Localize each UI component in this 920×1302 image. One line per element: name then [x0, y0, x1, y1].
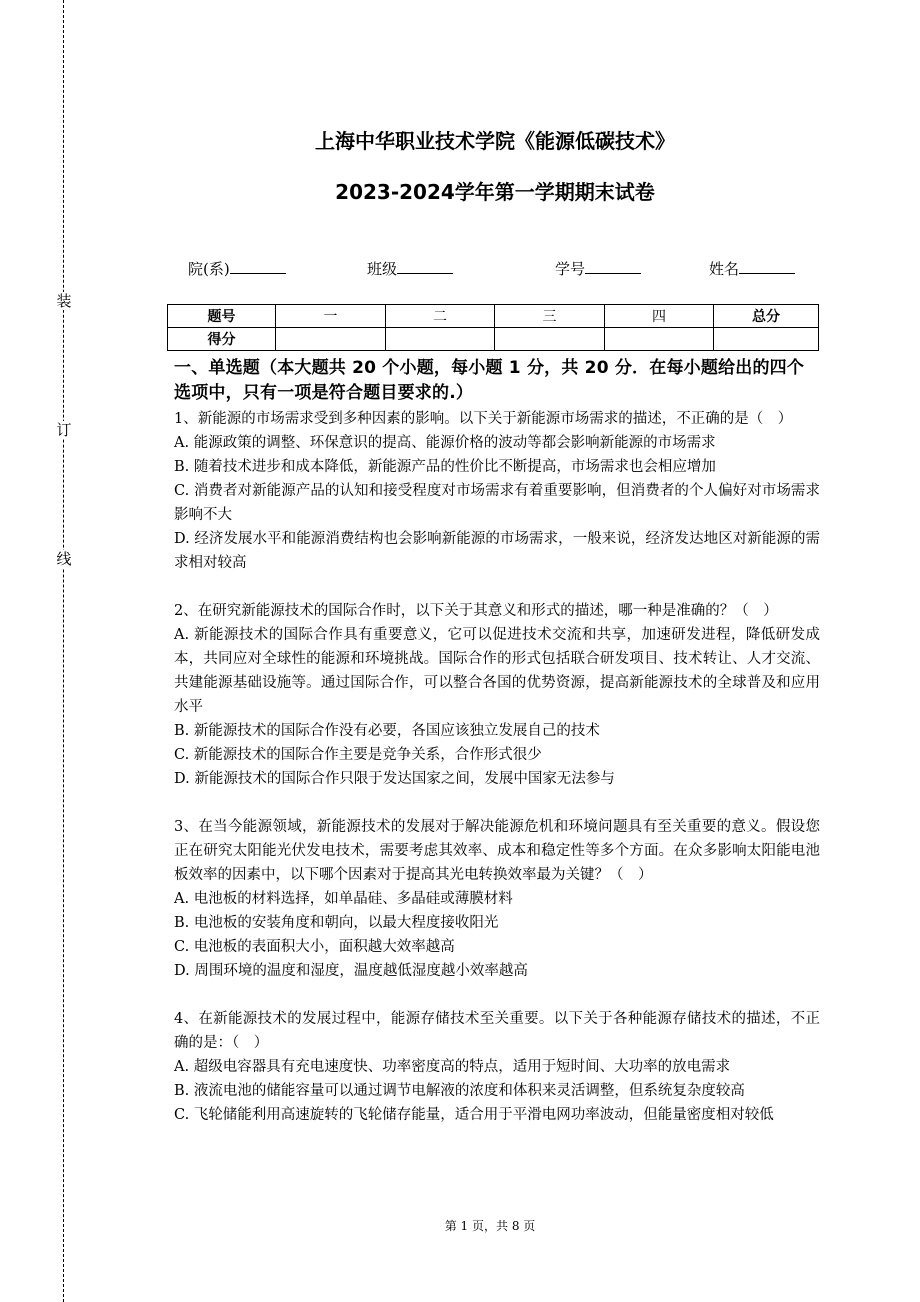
option-d: D. 新能源技术的国际合作只限于发达国家之间，发展中国家无法参与 — [174, 771, 615, 787]
question-2 — [174, 599, 820, 791]
exam-title-line1: 上海中华职业技术学院《能源低碳技术》 — [315, 129, 675, 153]
section-title: 一、单选题（本大题共 20 个小题，每小题 1 分，共 20 分．在每小题给出的四个选项中，只有一项是符合题目要求的.） — [174, 358, 805, 403]
score-cell[interactable] — [386, 328, 495, 351]
page-number: 第 1 页，共 8 页 — [444, 1219, 536, 1233]
option-a: A. 超级电容器具有充电速度快、功率密度高的特点，适用于短时间、大功率的放电需求 — [174, 1059, 731, 1075]
score-cell[interactable] — [276, 328, 386, 351]
binding-dashed-line — [63, 0, 64, 1302]
score-header-cell: 三 — [495, 305, 605, 328]
option-d: D. 周围环境的温度和湿度，温度越低湿度越小效率越高 — [174, 963, 528, 979]
score-cell[interactable] — [495, 328, 605, 351]
class-label: 班级 — [367, 260, 398, 278]
score-table-score-row — [168, 328, 819, 351]
score-cell[interactable] — [714, 328, 819, 351]
option-b: B. 随着技术进步和成本降低，新能源产品的性价比不断提高，市场需求也会相应增加 — [174, 459, 716, 475]
student-id-field[interactable] — [555, 258, 641, 279]
dept-field[interactable] — [188, 258, 286, 279]
class-field[interactable] — [367, 258, 453, 279]
name-field[interactable] — [709, 258, 795, 279]
option-a: A. 新能源技术的国际合作具有重要意义，它可以促进技术交流和共享，加速研发进程，降低研发成本，共同应对全球性的能源和环境挑战。国际合作的形式包括联合研发项目、技术转让、人才交流、共建能源基础设施等。通过国际合作，可以整合各国的优势资源，提高新能源技术的全球普及和应用水平 — [174, 627, 820, 715]
option-b: B. 电池板的安装角度和朝向，以最大程度接收阳光 — [174, 915, 499, 931]
score-header-cell: 题号 — [168, 305, 276, 328]
question-stem: 4、在新能源技术的发展过程中，能源存储技术至关重要。以下关于各种能源存储技术的描述，不正确的是：（ ） — [174, 1011, 820, 1051]
score-table-header-row — [168, 305, 819, 328]
score-header-cell: 四 — [605, 305, 714, 328]
score-cell[interactable] — [605, 328, 714, 351]
score-header-cell: 二 — [386, 305, 495, 328]
score-row-label: 得分 — [168, 328, 276, 351]
option-a: A. 能源政策的调整、环保意识的提高、能源价格的波动等都会影响新能源的市场需求 — [174, 435, 716, 451]
option-c: C. 消费者对新能源产品的认知和接受程度对市场需求有着重要影响，但消费者的个人偏好对市场需求影响不大 — [174, 483, 820, 523]
binding-char-ding: 订 — [56, 421, 72, 439]
question-stem: 1、新能源的市场需求受到多种因素的影响。以下关于新能源市场需求的描述，不正确的是（ ） — [174, 411, 793, 427]
score-header-cell: 一 — [276, 305, 386, 328]
option-c: C. 飞轮储能利用高速旋转的飞轮储存能量，适合用于平滑电网功率波动，但能量密度相对较低 — [174, 1107, 774, 1123]
option-c: C. 新能源技术的国际合作主要是竞争关系，合作形式很少 — [174, 747, 542, 763]
exam-content — [174, 356, 820, 1127]
option-b: B. 新能源技术的国际合作没有必要，各国应该独立发展自己的技术 — [174, 723, 600, 739]
question-3 — [174, 815, 820, 983]
score-header-cell: 总分 — [714, 305, 819, 328]
option-c: C. 电池板的表面积大小，面积越大效率越高 — [174, 939, 455, 955]
exam-title-line2: 2023-2024学年第一学期期末试卷 — [335, 180, 655, 204]
question-1 — [174, 407, 820, 575]
question-4 — [174, 1007, 820, 1127]
binding-char-zhuang: 装 — [56, 292, 72, 310]
option-a: A. 电池板的材料选择，如单晶硅、多晶硅或薄膜材料 — [174, 891, 513, 907]
student-id-label: 学号 — [555, 260, 586, 278]
name-label: 姓名 — [709, 260, 740, 278]
binding-char-xian: 线 — [56, 550, 72, 568]
dept-label: 院(系) — [188, 260, 230, 278]
option-b: B. 液流电池的储能容量可以通过调节电解液的浓度和体积来灵活调整，但系统复杂度较高 — [174, 1083, 745, 1099]
question-stem: 3、在当今能源领域，新能源技术的发展对于解决能源危机和环境问题具有至关重要的意义。假设您正在研究太阳能光伏发电技术，需要考虑其效率、成本和稳定性等多个方面。在众多影响太阳能电池板效率的因素中，以下哪个因素对于提高其光电转换效率最为关键？（ ） — [174, 819, 820, 883]
option-d: D. 经济发展水平和能源消费结构也会影响新能源的市场需求，一般来说，经济发达地区对新能源的需求相对较高 — [174, 531, 820, 571]
question-stem: 2、在研究新能源技术的国际合作时，以下关于其意义和形式的描述，哪一种是准确的？（ ） — [174, 603, 778, 619]
score-table — [167, 304, 819, 351]
